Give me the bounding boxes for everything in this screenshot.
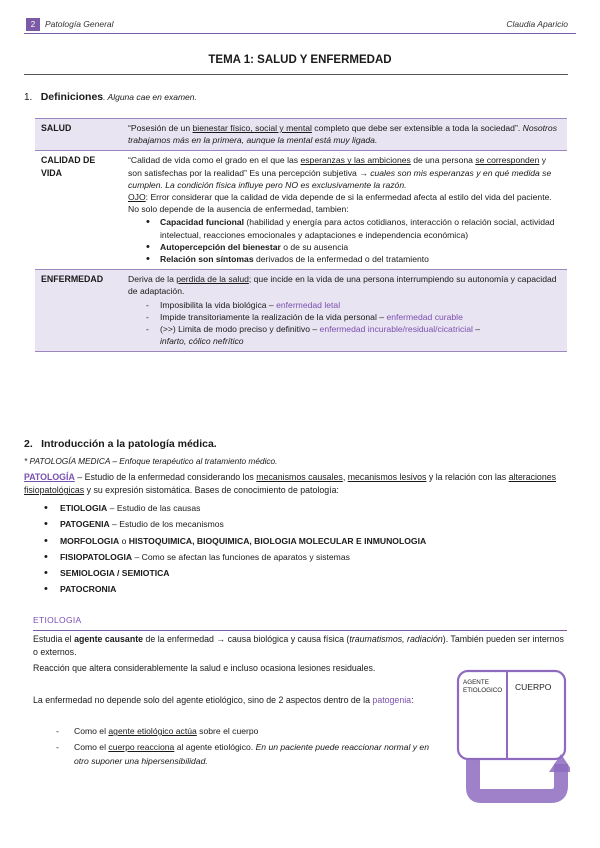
author-name: Claudia Aparicio xyxy=(506,19,568,29)
list-item: - Como el agente etiológico actúa sobre el cuerpo xyxy=(52,723,442,740)
header-divider xyxy=(24,33,576,34)
table-row-enfermedad xyxy=(35,270,567,352)
definition-enfermedad: Deriva de la perdida de la salud; que incide en la vida de una persona interrumpiendo su autonomía y capacidad de adaptación. - Imposibilita la vida biológica – enfermedad letal - Impide transitoriamente la realización de la vida personal – enfermedad curable - (>>) Limita de modo preciso y definitivo – enfermedad incurable/residual/cicatricial – infarto, cólico nefrítico xyxy=(122,270,567,352)
diagram-right-label: CUERPO xyxy=(515,682,552,692)
etiologia-paragraph-1: Estudia el agente causante de la enfermedad → causa biológica y causa física (traumatismos, radiación). También pueden ser internos o externos. xyxy=(33,634,564,657)
list-item: • PATOCRONIA xyxy=(40,581,426,597)
patologia-bases-list xyxy=(40,500,426,598)
section-2-heading: 2. Introducción a la patología médica. xyxy=(24,438,217,450)
etiologia-heading: ETIOLOGIA xyxy=(33,615,82,625)
section-1-heading xyxy=(24,90,197,105)
enfermedad-types-list xyxy=(128,299,561,348)
list-item: • MORFOLOGIA o HISTOQUIMICA, BIOQUIMICA, BIOLOGIA MOLECULAR E INMUNOLOGIA xyxy=(40,533,426,549)
list-item: • Capacidad funcional (habilidad y energía para actos cotidianos, interacción o relación social, actividad intelectual, reacciones emocionales y adaptaciones e independencia económica) xyxy=(160,216,561,240)
list-item: - Imposibilita la vida biológica – enfermedad letal xyxy=(160,299,561,311)
list-item: • Relación son síntomas derivados de la enfermedad o del tratamiento xyxy=(160,253,561,265)
term-enfermedad: ENFERMEDAD xyxy=(35,270,122,352)
diagram-left-label-2: ETIOLOGICO xyxy=(463,687,503,694)
list-item: • ETIOLOGIA – Estudio de las causas xyxy=(40,500,426,516)
etiologia-divider xyxy=(33,630,567,631)
calidad-factors-list xyxy=(128,216,561,265)
table-row-salud xyxy=(35,119,567,151)
etiologia-paragraph-2: Reacción que altera considerablemente la salud e incluso ocasiona lesiones residuales. xyxy=(33,663,376,673)
section-note: . Alguna cae en examen. xyxy=(103,92,197,102)
definitions-table xyxy=(35,118,567,352)
etiologia-aspects-list xyxy=(52,723,442,768)
section-number: 1. xyxy=(24,92,33,103)
cycle-arrow xyxy=(473,759,561,796)
diagram-left-label-1: AGENTE xyxy=(463,679,489,686)
course-name: Patología General xyxy=(45,19,114,29)
section-title: Introducción a la patología médica. xyxy=(41,438,217,450)
list-item: • FISIOPATOLOGIA – Como se afectan las funciones de aparatos y sistemas xyxy=(40,549,426,565)
list-item: - Impide transitoriamente la realización de la vida personal – enfermedad curable xyxy=(160,311,561,323)
list-item: • PATOGENIA – Estudio de los mecanismos xyxy=(40,516,426,532)
table-row-calidad xyxy=(35,151,567,270)
definition-salud: “Posesión de un bienestar físico, social y mental completo que debe ser extensible a toda la sociedad”. Nosotros trabajamos más en la primera, aunque la mental está muy ligada. xyxy=(122,119,567,151)
definition-calidad: “Calidad de vida como el grado en el que las esperanzas y las ambiciones de una persona se corresponden y son satisfechas por la realidad” Es una percepción subjetiva → cuales son mis esperanzas y en qué medida se cumplen. La condición física influye pero NO es exclusivamente la razón. OJO: Error considerar que la calidad de vida depende de si la enfermedad afecta al estilo del vida del paciente. No solo depende de la ausencia de enfermedad, tambien: • Capacidad funcional (habilidad y energía para actos cotidianos, interacción o relación social, actividad intelectual, reacciones emocionales y adaptaciones e independencia económica) • Autopercepción del bienestar o de su ausencia • Relación son síntomas derivados de la enfermedad o del tratamiento xyxy=(122,151,567,270)
agent-body-cycle-diagram xyxy=(455,668,570,818)
title-divider xyxy=(24,74,568,75)
page-number-badge: 2 xyxy=(26,18,40,31)
list-item: • SEMIOLOGIA / SEMIOTICA xyxy=(40,565,426,581)
term-calidad-de-vida: CALIDAD DE VIDA xyxy=(35,151,122,270)
page-title: TEMA 1: SALUD Y ENFERMEDAD xyxy=(208,54,392,66)
patologia-definition: PATOLOGÍA – Estudio de la enfermedad considerando los mecanismos causales, mecanismos lesivos y la relación con las alteraciones fisiopatológicas y su expresión sistomática. Bases de conocimiento de patología: xyxy=(24,472,557,495)
section-title: Definiciones xyxy=(40,91,104,103)
etiologia-paragraph-3: La enfermedad no depende solo del agente etiológico, sino de 2 aspectos dentro de la patogenia: xyxy=(33,695,414,705)
list-item: - Como el cuerpo reacciona al agente etiológico. En un paciente puede reaccionar normal y en otro suponer una hipersensibilidad. xyxy=(52,740,442,768)
term-salud: SALUD xyxy=(35,119,122,151)
section-2-subnote: * PATOLOGÍA MEDICA – Enfoque terapéutico al tratamiento médico. xyxy=(24,456,278,466)
list-item: • Autopercepción del bienestar o de su ausencia xyxy=(160,241,561,253)
list-item: - (>>) Limita de modo preciso y definitivo – enfermedad incurable/residual/cicatricial – infarto, cólico nefrítico xyxy=(160,323,561,347)
